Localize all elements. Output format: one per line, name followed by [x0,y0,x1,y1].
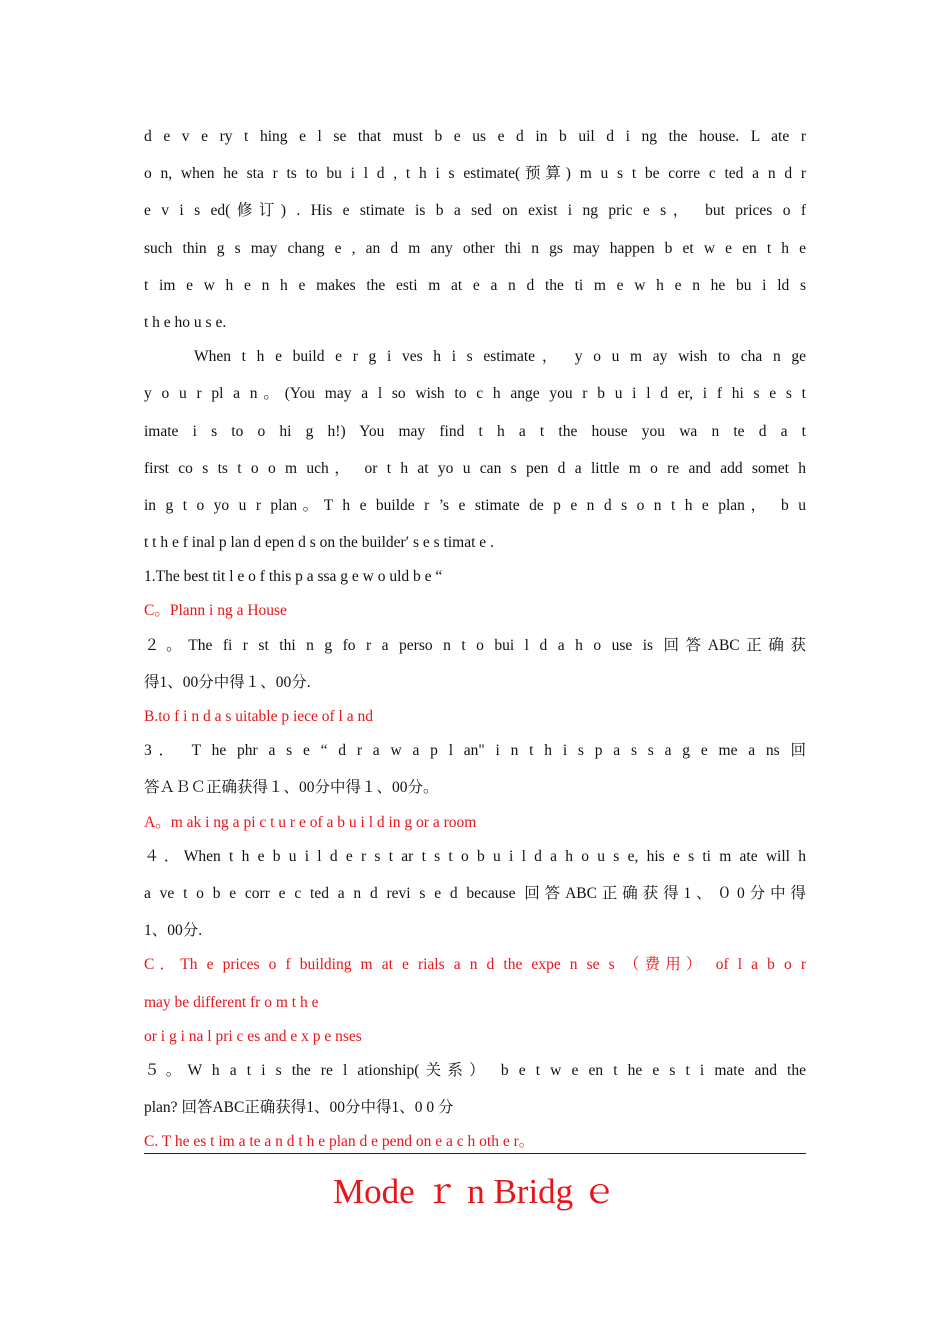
answer-text: C. T he es t im a te a n d t h e plan d e pend on e a c h oth e r。 [144,1133,535,1151]
text-line: first co s ts t o o m uch， or t h at yo u can s pen d a little m o re and add somet h [144,459,806,477]
question-text: 得1、00分中得１、00分. [144,673,311,691]
answer-text: or i g i na l pri c es and e x p e nses [144,1027,362,1045]
question-text: ２。The fi r st thi n g fo r a perso n t o bui l d a h o use is 回答ABC正确获 [144,636,806,654]
question-text: 3． T he phr a s e “ d r a w a p l an" i n t h i s p a s s a g e me a ns 回 [144,742,806,760]
question-3 [144,732,806,841]
footer-divider [144,1153,806,1154]
answer-text: may be different fr o m t h e [144,993,319,1011]
footer-title: Mode ｒ n Bridg ｅ [333,1172,617,1211]
text-line: e v i s ed(修订) . His e stimate is b a sed on exist i ng pric e s， but prices o f [144,202,806,220]
question-text: a ve t o b e corr e c ted a n d revi s e d because 回答ABC正确获得1、０0分中得 [144,884,806,902]
question-1 [144,558,806,629]
text-line: d e v e ry t hing e l se that must b e us e d in b uil d i ng the house. L ate r [144,128,806,145]
answer-text: C．Th e prices o f building m at e rials a n d the expe n se s （费用） of l a b o r [144,956,806,974]
paragraph-1 [144,118,806,341]
question-text: plan? 回答ABC正确获得1、00分中得1、0 0 分 [144,1099,454,1117]
paragraph-2 [144,338,806,561]
answer-text: A。m ak i ng a pi c t u r e of a b u i l d in g or a room [144,813,477,831]
text-line: When t h e build e r g i ves h i s estimate， y o u m ay wish to cha n ge [194,348,806,366]
document-body [144,118,806,1160]
text-line: t t h e f inal p lan d epen d s on the builder′ s e s timat e . [144,534,494,552]
question-text: 1.The best tit l e o f this p a ssa g e w o uld b e “ [144,568,443,586]
text-line: y o u r pl a n。(You may a l so wish to c h ange you r b u i l d er, i f hi s e s t [144,385,806,403]
question-text: ４．When t h e b u i l d e r s t ar t s t o b u i l d a h o u s e, his e s ti m ate will h [144,847,806,865]
text-line: t im e w h e n h e makes the esti m at e a n d the ti m e w h e n he bu i ld s [144,276,806,294]
question-text: 1、00分. [144,922,203,940]
answer-text: B.to f i n d a s uitable p iece of l a nd [144,708,373,725]
question-4 [144,838,806,1055]
text-line: imate i s to o hi g h!) You may find t h a t the house you wa n te d a t [144,422,806,440]
text-line: o n, when he sta r ts to bu i l d , t h i s estimate(预算) m u s t be corre c ted a n d r [144,165,806,183]
question-text: ５。W h a t i s the re l ationship(关系） b e t w e en t he e s t i mate and the [144,1061,806,1079]
text-line: such thin g s may chang e , an d m any other thi n gs may happen b et w e en t h e [144,239,806,257]
question-2 [144,627,806,736]
answer-text: C。Plann i ng a House [144,602,287,620]
question-text: 答ＡＢＣ正确获得１、00分中得１、00分。 [144,779,439,797]
text-line: t h e ho u s e. [144,313,227,331]
question-5 [144,1052,806,1161]
text-line: in g t o yo u r plan。T h e builde r ’s e stimate de p e n d s o n t h e plan， b u [144,496,806,514]
